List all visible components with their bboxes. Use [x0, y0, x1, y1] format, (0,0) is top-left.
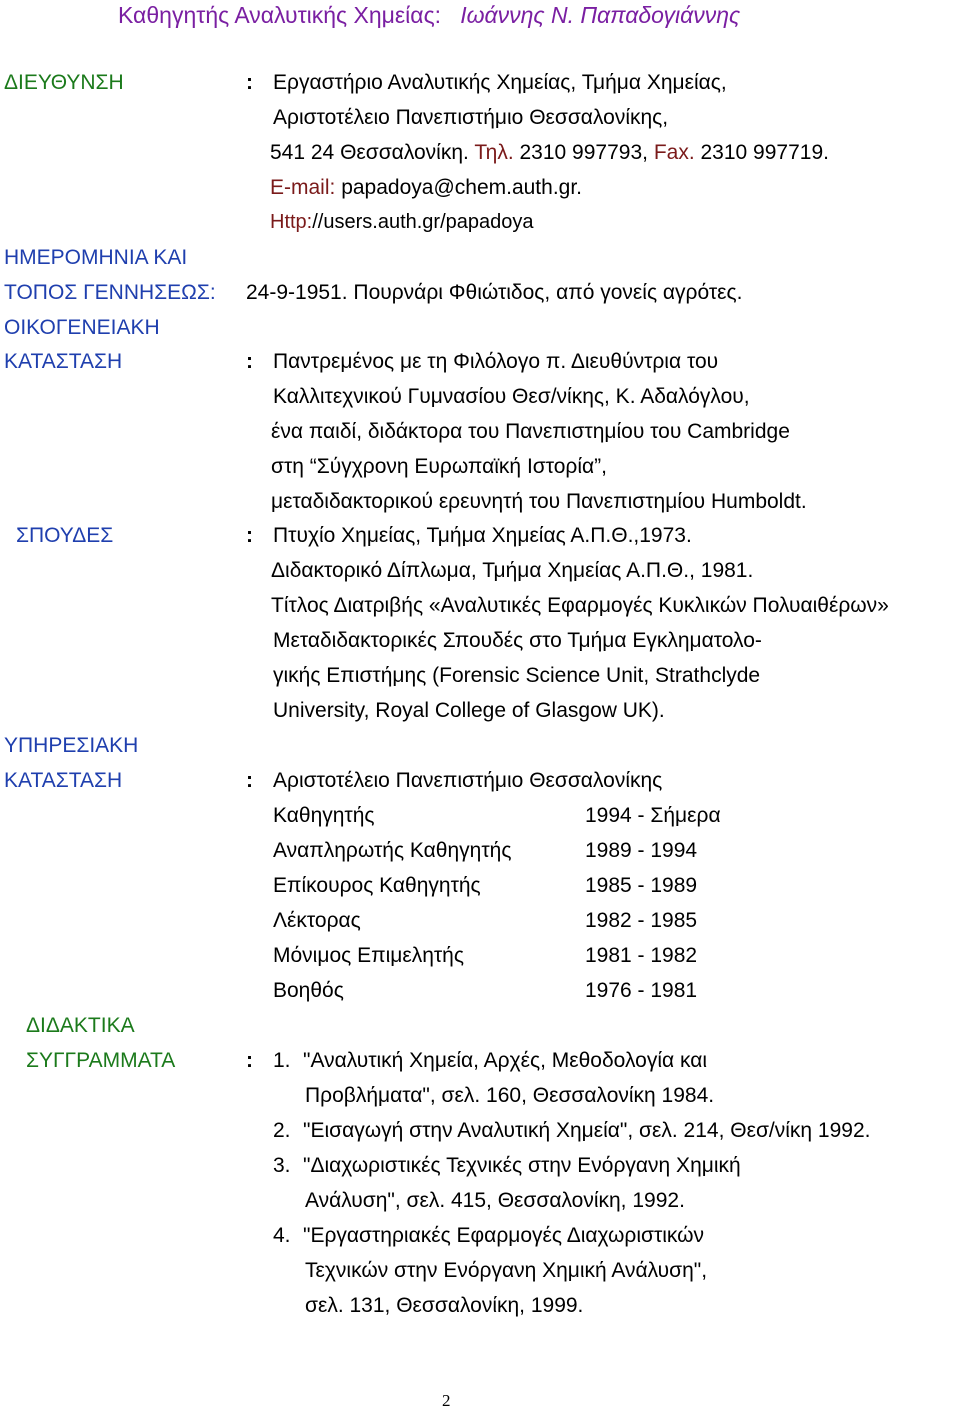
- website-link[interactable]: //users.auth.gr/papadoya: [312, 211, 534, 233]
- page-title: [118, 4, 740, 27]
- colon-address: :: [246, 71, 253, 94]
- position-title: Καθηγητής: [273, 804, 375, 827]
- page-number: 2: [442, 1391, 451, 1410]
- colon-service: :: [246, 769, 253, 792]
- book-line: "Εργαστηριακές Εφαρμογές Διαχωριστικών: [303, 1224, 705, 1247]
- studies-line: University, Royal College of Glasgow UK).: [273, 699, 665, 722]
- family-line: ένα παιδί, διδάκτορα του Πανεπιστημίου του Cambridge: [271, 420, 790, 443]
- section-label-birth: ΤΟΠΟΣ ΓΕΝΝΗΣΕΩΣ:: [4, 281, 216, 304]
- section-label-family: ΚΑΤΑΣΤΑΣΗ: [4, 350, 123, 373]
- section-label-service: ΥΠΗΡΕΣΙΑΚΗ: [4, 734, 139, 757]
- colon-studies: :: [246, 524, 253, 547]
- book-number: 2.: [273, 1119, 291, 1142]
- section-label-address: ΔΙΕΥΘΥΝΣΗ: [4, 71, 124, 94]
- section-label-books: ΣΥΓΓΡΑΜΜΑΤΑ: [26, 1049, 176, 1072]
- book-line: σελ. 131, Θεσσαλονίκη, 1999.: [305, 1294, 584, 1317]
- position-period: 1985 - 1989: [585, 874, 698, 897]
- book-number: 4.: [273, 1224, 291, 1247]
- studies-line: Πτυχίο Χημείας, Τμήμα Χημείας Α.Π.Θ.,1973.: [273, 524, 692, 547]
- tel-label: Τηλ.: [474, 141, 514, 164]
- position-title: Βοηθός: [273, 979, 344, 1002]
- colon-family: :: [246, 350, 253, 373]
- email-line: [270, 177, 582, 198]
- book-number: 1.: [273, 1049, 291, 1072]
- postal-address: 541 24 Θεσσαλονίκη.: [270, 141, 469, 164]
- position-period: 1994 - Σήμερα: [585, 804, 721, 827]
- studies-line: γικής Επιστήμης (Forensic Science Unit, Strathclyde: [273, 664, 761, 687]
- birth-text: 24-9-1951. Πουρνάρι Φθιώτιδος, από γονείς αγρότες.: [246, 281, 743, 304]
- book-line: Ανάλυση", σελ. 415, Θεσσαλονίκη, 1992.: [305, 1189, 685, 1212]
- position-period: 1982 - 1985: [585, 909, 698, 932]
- position-title: Αναπληρωτής Καθηγητής: [273, 839, 512, 862]
- address-line: Εργαστήριο Αναλυτικής Χημείας, Τμήμα Χημείας,: [273, 71, 727, 94]
- title-name: Ιωάννης Ν. Παπαδογιάννης: [460, 2, 741, 28]
- studies-line: Μεταδιδακτορικές Σπουδές στο Τμήμα Εγκληματολο-: [273, 629, 762, 652]
- title-role: Καθηγητής Αναλυτικής Χημείας:: [118, 2, 442, 28]
- tel-value: 2310 997793,: [519, 141, 648, 164]
- position-period: 1989 - 1994: [585, 839, 698, 862]
- book-line: "Αναλυτική Χημεία, Αρχές, Μεθοδολογία και: [303, 1049, 708, 1072]
- book-number: 3.: [273, 1154, 291, 1177]
- http-label: Http:: [270, 211, 313, 233]
- section-label-studies: ΣΠΟΥΔΕΣ: [16, 524, 114, 547]
- section-label-books: ΔΙΔΑΚΤΙΚΑ: [26, 1014, 135, 1037]
- address-contact-line: [270, 142, 829, 163]
- position-period: 1981 - 1982: [585, 944, 698, 967]
- position-title: Επίκουρος Καθηγητής: [273, 874, 481, 897]
- family-line: μεταδιδακτορικού ερευνητή του Πανεπιστημίου Humboldt.: [271, 490, 807, 513]
- email-label: E-mail:: [270, 176, 336, 199]
- service-institution: Αριστοτέλειο Πανεπιστήμιο Θεσσαλονίκης: [273, 769, 663, 792]
- fax-value: 2310 997719.: [700, 141, 829, 164]
- family-line: Παντρεμένος με τη Φιλόλογο π. Διευθύντρια του: [273, 350, 719, 373]
- family-line: στη “Σύγχρονη Ευρωπαϊκή Ιστορία”,: [271, 455, 607, 478]
- position-period: 1976 - 1981: [585, 979, 698, 1002]
- studies-line: Τίτλος Διατριβής «Αναλυτικές Εφαρμογές Κυκλικών Πολυαιθέρων»: [271, 594, 889, 617]
- book-line: Προβλήματα", σελ. 160, Θεσσαλονίκη 1984.: [305, 1084, 715, 1107]
- book-line: "Διαχωριστικές Τεχνικές στην Ενόργανη Χημική: [303, 1154, 741, 1177]
- fax-label: Fax.: [653, 141, 695, 164]
- section-label-family: ΟΙΚΟΓΕΝΕΙΑΚΗ: [4, 316, 160, 339]
- book-line: "Εισαγωγή στην Αναλυτική Χημεία", σελ. 214, Θεσ/νίκη 1992.: [303, 1119, 871, 1142]
- address-line: Αριστοτέλειο Πανεπιστήμιο Θεσσαλονίκης,: [273, 106, 669, 129]
- email-link[interactable]: papadoya@chem.auth.gr.: [341, 176, 583, 199]
- section-label-birth: ΗΜΕΡΟΜΗΝΙΑ ΚΑΙ: [4, 246, 188, 269]
- website-line: [270, 212, 534, 232]
- position-title: Μόνιμος Επιμελητής: [273, 944, 464, 967]
- section-label-service: ΚΑΤΑΣΤΑΣΗ: [4, 769, 123, 792]
- family-line: Καλλιτεχνικού Γυμνασίου Θεσ/νίκης, Κ. Αδαλόγλου,: [273, 385, 750, 408]
- studies-line: Διδακτορικό Δίπλωμα, Τμήμα Χημείας Α.Π.Θ., 1981.: [271, 559, 754, 582]
- colon-books: :: [246, 1049, 253, 1072]
- position-title: Λέκτορας: [273, 909, 361, 932]
- book-line: Τεχνικών στην Ενόργανη Χημική Ανάλυση",: [305, 1259, 708, 1282]
